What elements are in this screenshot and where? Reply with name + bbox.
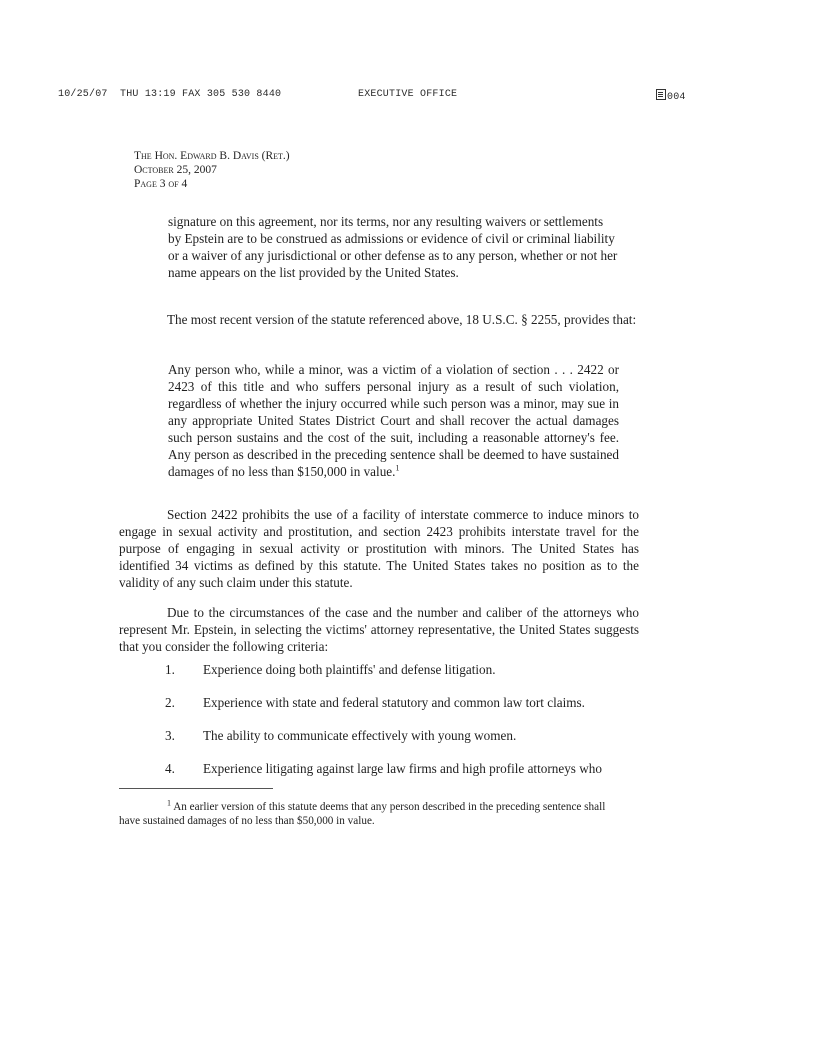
- footnote: [119, 800, 619, 828]
- fax-page-number: [656, 89, 686, 103]
- criteria-number: 3.: [165, 728, 175, 743]
- fax-transmission-info: 10/25/07 THU 13:19 FAX 305 530 8440: [58, 89, 282, 100]
- letter-page: Page 3 of 4: [134, 178, 188, 190]
- criteria-number: 4.: [165, 761, 175, 776]
- criteria-intro: Due to the circumstances of the case and the number and caliber of the attorneys who represent Mr. Epstein, in selecting the victims' attorney representative, the United States suggests that you consider the following criteria:: [119, 605, 639, 654]
- criteria-item: [165, 695, 645, 712]
- footnote-marker: 1: [167, 798, 171, 808]
- criteria-item: [165, 728, 645, 745]
- footnote-text: An earlier version of this statute deems that any person described in the preceding sentence shall have sustained damages of no less than $50,000 in value.: [119, 801, 606, 827]
- fax-office-label: EXECUTIVE OFFICE: [358, 89, 458, 100]
- footnote-divider: [119, 788, 273, 789]
- fax-page-icon: [656, 89, 666, 100]
- statute-intro: The most recent version of the statute referenced above, 18 U.S.C. § 2255, provides that:: [167, 312, 637, 327]
- criteria-text: Experience doing both plaintiffs' and defense litigation.: [203, 662, 496, 677]
- section-paragraph: Section 2422 prohibits the use of a facility of interstate commerce to induce minors to engage in sexual activity and prostitution, and section 2423 prohibits interstate travel for the purpose of engaging in sexual activity or prostitution with minors. The United States has identified 34 victims as defined by this statute. The United States takes no position as to the validity of any such claim under this statute.: [119, 507, 639, 590]
- letter-date: October 25, 2007: [134, 164, 217, 176]
- criteria-text: The ability to communicate effectively with young women.: [203, 728, 517, 743]
- statute-quote: [168, 361, 619, 480]
- letter-recipient: The Hon. Edward B. Davis (Ret.): [134, 150, 290, 162]
- fax-header-line: [58, 89, 758, 103]
- letterhead: [134, 149, 290, 191]
- statute-quote-text: Any person who, while a minor, was a victim of a violation of section . . . 2422 or 2423 of this title and who suffers personal injury as a result of such violation, regardless of whether the injury occurred while such person was a minor, may sue in any appropriate United States District Court and shall recover the actual damages such person sustains and the cost of the suit, including a reasonable attorney's fee. Any person as described in the preceding sentence shall be deemed to have sustained damages of no less than $150,000 in value.: [168, 362, 619, 479]
- criteria-item: [165, 761, 645, 778]
- criteria-text: Experience litigating against large law firms and high profile attorneys who: [203, 761, 602, 776]
- criteria-number: 2.: [165, 695, 175, 710]
- criteria-text: Experience with state and federal statutory and common law tort claims.: [203, 695, 585, 710]
- criteria-item: [165, 662, 645, 679]
- criteria-number: 1.: [165, 662, 175, 677]
- continued-quote: signature on this agreement, nor its terms, nor any resulting waivers or settlements by Epstein are to be construed as admissions or evidence of civil or criminal liability or a waiver of any jurisdictional or other defense as to any person, whether or not her name appears on the list provided by the United States.: [168, 214, 618, 280]
- footnote-reference: 1: [395, 463, 400, 473]
- criteria-list: [165, 662, 645, 794]
- fax-page-value: 004: [667, 92, 686, 103]
